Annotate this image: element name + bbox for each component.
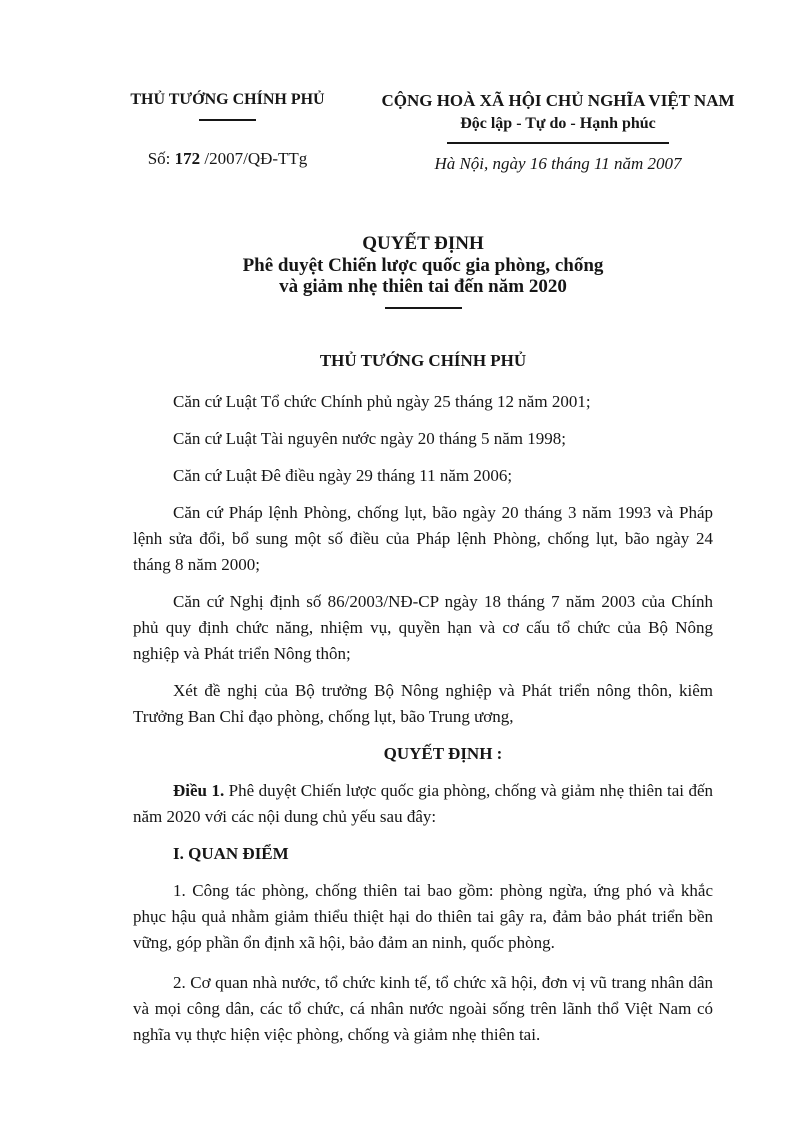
national-motto: Độc lập - Tự do - Hạnh phúc xyxy=(460,115,656,132)
document-number-value: 172 xyxy=(174,149,201,168)
preamble-paragraph: Căn cứ Nghị định số 86/2003/NĐ-CP ngày 18 tháng 7 năm 2003 của Chính phủ quy định chức năng, nhiệm vụ, quyền hạn và cơ cấu tổ chức của Bộ Nông nghiệp và Phát triển Nông thôn; xyxy=(133,592,713,663)
decision-heading: QUYẾT ĐỊNH : xyxy=(383,744,503,763)
issuing-org-underline xyxy=(199,119,256,121)
preamble-paragraph: Xét đề nghị của Bộ trưởng Bộ Nông nghiệp và Phát triển nông thôn, kiêm Trưởng Ban Chỉ đạo phòng, chống lụt, bão Trung ương, xyxy=(133,681,713,726)
section-i-heading: I. QUAN ĐIỂM xyxy=(173,844,289,863)
document-body xyxy=(133,389,713,1062)
issuing-org-name: THỦ TƯỚNG CHÍNH PHỦ xyxy=(130,91,325,108)
preamble-paragraph: Căn cứ Luật Đê điều ngày 29 tháng 11 năm 2006; xyxy=(173,466,513,485)
motto-underline xyxy=(447,142,669,144)
preamble-paragraph: Căn cứ Luật Tổ chức Chính phủ ngày 25 tháng 12 năm 2001; xyxy=(173,392,591,411)
document-number-suffix: /2007/QĐ-TTg xyxy=(200,149,308,168)
article-1-text: Phê duyệt Chiến lược quốc gia phòng, chống và giảm nhẹ thiên tai đến năm 2020 với các nội dung chủ yếu sau đây: xyxy=(133,781,713,826)
national-title: CỘNG HOÀ XÃ HỘI CHỦ NGHĨA VIỆT NAM xyxy=(381,91,735,110)
national-header-block xyxy=(356,90,760,174)
article-1 xyxy=(133,778,713,830)
document-number-label: Số: xyxy=(147,149,175,168)
title-underline xyxy=(385,307,462,309)
preamble-paragraph: Căn cứ Luật Tài nguyên nước ngày 20 tháng 5 năm 1998; xyxy=(173,429,566,448)
document-number xyxy=(120,148,335,169)
section-item: 1. Công tác phòng, chống thiên tai bao gồm: phòng ngừa, ứng phó và khắc phục hậu quả nhằm giảm thiểu thiệt hại do thiên tai gây ra, đảm bảo phát triển bền vững, góp phần ổn định xã hội, bảo đảm an ninh, quốc phòng. xyxy=(133,881,713,952)
section-item: 2. Cơ quan nhà nước, tổ chức kinh tế, tổ chức xã hội, đơn vị vũ trang nhân dân và mọi công dân, các tổ chức, cá nhân nước ngoài sống trên lãnh thổ Việt Nam có nghĩa vụ thực hiện việc phòng, chống và giảm nhẹ thiên tai. xyxy=(133,973,713,1044)
issuing-org-block xyxy=(120,90,335,169)
place-and-date: Hà Nội, ngày 16 tháng 11 năm 2007 xyxy=(434,154,682,173)
document-subject-line-1: Phê duyệt Chiến lược quốc gia phòng, chống xyxy=(242,255,604,276)
preamble-paragraph: Căn cứ Pháp lệnh Phòng, chống lụt, bão ngày 20 tháng 3 năm 1993 và Pháp lệnh sửa đổi, bổ sung một số điều của Pháp lệnh Phòng, chống lụt, bão ngày 24 tháng 8 năm 2000; xyxy=(133,503,713,574)
article-1-label: Điều 1. xyxy=(173,781,225,800)
document-kind: QUYẾT ĐỊNH xyxy=(362,233,484,254)
document-title-block xyxy=(133,233,713,309)
issuer-heading: THỦ TƯỚNG CHÍNH PHỦ xyxy=(319,351,527,370)
document-subject-line-2: và giảm nhẹ thiên tai đến năm 2020 xyxy=(279,276,567,297)
